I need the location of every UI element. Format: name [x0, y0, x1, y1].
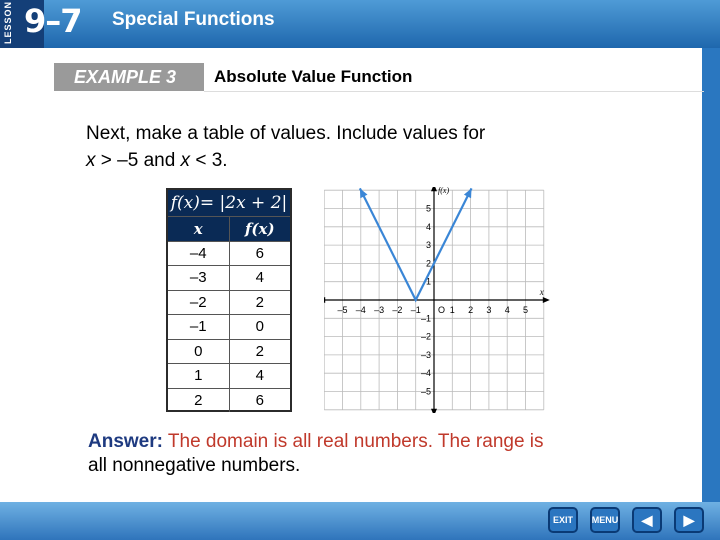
- y-tick-label: 4: [425, 221, 431, 232]
- lesson-header-bar: [0, 0, 720, 48]
- menu-button[interactable]: MENU: [590, 507, 620, 533]
- answer-text-black: all nonnegative numbers.: [88, 455, 301, 476]
- cell-fx: 6: [255, 244, 264, 262]
- y-tick-label: 2: [425, 258, 431, 269]
- cell-x: 1: [168, 364, 230, 388]
- table-heading: f(x)= |2x + 2|: [168, 190, 290, 216]
- cell-x: –1: [168, 315, 230, 339]
- cell-fx: 4: [255, 367, 264, 385]
- cell-fx: 0: [255, 318, 264, 336]
- answer-text: [88, 430, 678, 478]
- cell-x: –3: [168, 266, 230, 290]
- y-tick-label: 1: [425, 276, 431, 287]
- cell-x: 0: [168, 340, 230, 364]
- right-decorative-band: [702, 48, 720, 540]
- instruction-var-x2: x: [180, 150, 191, 171]
- y-axis-arrow-up-icon: [431, 187, 437, 191]
- example-divider: [204, 91, 704, 92]
- previous-button[interactable]: [632, 507, 662, 533]
- table-row: [168, 241, 290, 266]
- x-axis-arrow-right-icon: [543, 297, 550, 303]
- y-axis-label: f(x): [438, 187, 450, 196]
- x-tick-label: 3: [486, 305, 492, 315]
- y-axis-arrow-down-icon: [431, 409, 437, 413]
- absolute-value-graph: [324, 187, 556, 413]
- example-tab: EXAMPLE 3: [54, 63, 204, 91]
- answer-label: Answer:: [88, 431, 163, 452]
- values-table: [166, 188, 292, 412]
- cell-x: 2: [168, 389, 230, 413]
- y-tick-label: –1: [420, 313, 431, 324]
- table-row: [168, 363, 290, 388]
- table-row: [168, 265, 290, 290]
- cell-fx: 6: [255, 391, 264, 409]
- x-tick-label: –4: [355, 305, 366, 315]
- x-tick-label: 2: [468, 305, 474, 315]
- x-tick-label: –2: [392, 305, 403, 315]
- example-title: Absolute Value Function: [214, 67, 413, 86]
- y-tick-label: 3: [425, 240, 431, 251]
- instruction-mid: > –5 and: [95, 150, 181, 171]
- instruction-line1: Next, make a table of values. Include values for: [86, 123, 486, 144]
- column-header-x: x: [168, 217, 230, 241]
- instruction-end: < 3.: [190, 150, 228, 171]
- lesson-word: LESSON: [3, 0, 13, 44]
- x-tick-label: 5: [522, 305, 529, 315]
- table-row: [168, 388, 290, 413]
- x-tick-label: 1: [449, 305, 455, 315]
- arrow-left-icon: ◀: [641, 511, 653, 528]
- y-tick-label: 5: [425, 203, 431, 214]
- table-row: [168, 290, 290, 315]
- next-button[interactable]: [674, 507, 704, 533]
- y-tick-label: –2: [420, 331, 431, 342]
- lesson-number: 9–7: [24, 2, 82, 40]
- x-tick-label: –1: [410, 305, 421, 315]
- cell-x: –2: [168, 291, 230, 315]
- instruction-text: [86, 120, 666, 174]
- x-axis-arrow-left-icon: [324, 297, 325, 303]
- column-header-fx: f(x): [244, 219, 275, 238]
- x-tick-label: –5: [337, 305, 348, 315]
- y-tick-label: –5: [420, 386, 431, 397]
- x-axis-label: x: [539, 287, 544, 297]
- origin-label: O: [438, 305, 446, 315]
- cell-fx: 4: [255, 269, 264, 287]
- instruction-var-x1: x: [86, 150, 96, 171]
- answer-text-red: The domain is all real numbers. The range is: [162, 431, 544, 452]
- exit-button[interactable]: EXIT: [548, 507, 578, 533]
- arrow-right-icon: ▶: [683, 511, 695, 528]
- table-row: [168, 314, 290, 339]
- y-tick-label: –3: [420, 349, 431, 360]
- table-column-headers: [168, 216, 290, 241]
- cell-fx: 2: [255, 342, 264, 360]
- x-tick-label: –3: [374, 305, 385, 315]
- x-tick-label: 4: [504, 305, 510, 315]
- table-row: [168, 339, 290, 364]
- cell-fx: 2: [255, 293, 264, 311]
- lesson-title: Special Functions: [112, 9, 275, 30]
- y-tick-label: –4: [420, 368, 431, 379]
- cell-x: –4: [168, 242, 230, 266]
